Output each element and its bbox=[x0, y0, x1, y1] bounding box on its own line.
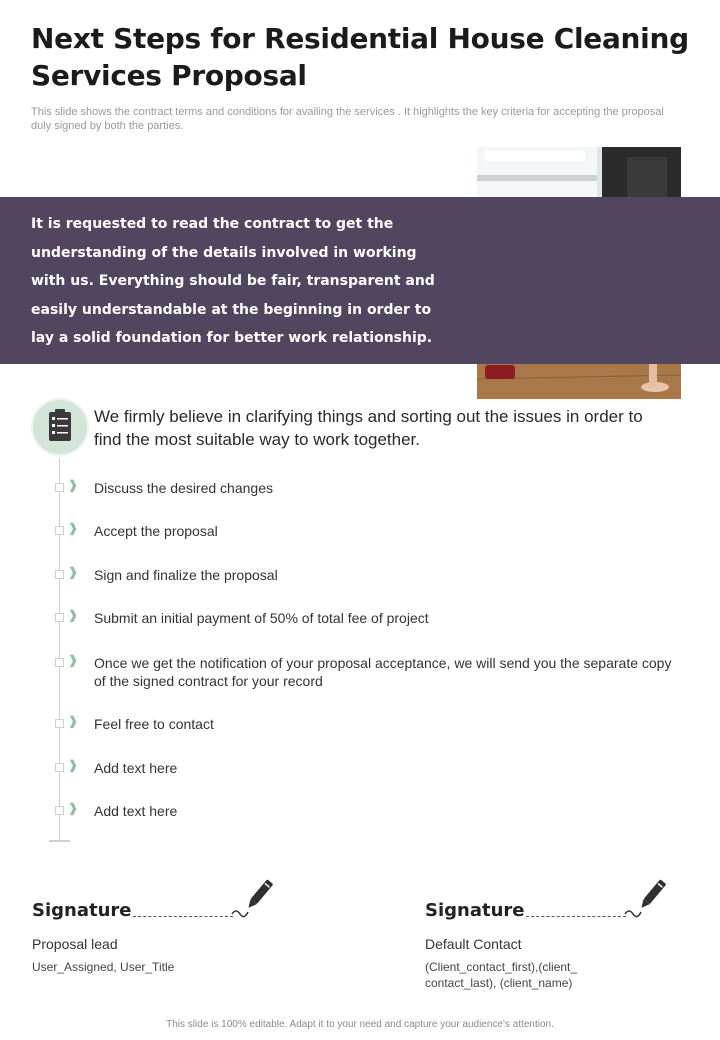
timeline-line bbox=[59, 458, 60, 840]
signature-heading: Signature bbox=[425, 900, 525, 921]
timeline-node bbox=[55, 763, 64, 772]
timeline-node bbox=[55, 570, 64, 579]
step-text: Discuss the desired changes bbox=[94, 480, 273, 496]
timeline-base bbox=[49, 840, 70, 842]
chevron-right-icon: ❱ bbox=[68, 565, 79, 579]
chevron-right-icon: ❱ bbox=[68, 801, 79, 815]
step-text: Submit an initial payment of 50% of total fee of project bbox=[94, 610, 429, 626]
signature-role: Proposal lead bbox=[32, 936, 118, 952]
signature-detail: User_Assigned, User_Title bbox=[32, 960, 175, 974]
step-text: Feel free to contact bbox=[94, 716, 214, 732]
step-text: Sign and finalize the proposal bbox=[94, 567, 278, 583]
timeline-node bbox=[55, 658, 64, 667]
chevron-right-icon: ❱ bbox=[68, 714, 79, 728]
step-text: Add text here bbox=[94, 760, 178, 776]
page-subtitle: This slide shows the contract terms and conditions for availing the services . It highlights the key criteria for accepting the proposal duly signed by both the parties. bbox=[31, 106, 664, 132]
chevron-right-icon: ❱ bbox=[68, 521, 79, 535]
pen-icon bbox=[230, 876, 276, 920]
step-text: Once we get the notification of your proposal acceptance, we will send you the separate copy of the signed contract for your record bbox=[94, 655, 672, 689]
clipboard-icon bbox=[31, 398, 89, 456]
pen-icon bbox=[623, 876, 669, 920]
signature-detail: (Client_contact_first),(client_ contact_last), (client_name) bbox=[425, 960, 578, 990]
chevron-right-icon: ❱ bbox=[68, 758, 79, 772]
timeline-node bbox=[55, 613, 64, 622]
step-text: Add text here bbox=[94, 803, 178, 819]
chevron-right-icon: ❱ bbox=[68, 653, 79, 667]
signature-line bbox=[133, 916, 233, 917]
timeline-node bbox=[55, 719, 64, 728]
chevron-right-icon: ❱ bbox=[68, 608, 79, 622]
page-title: Next Steps for Residential House Cleaning Services Proposal bbox=[31, 22, 689, 92]
step-text: Accept the proposal bbox=[94, 523, 218, 539]
signature-heading: Signature bbox=[32, 900, 132, 921]
signature-role: Default Contact bbox=[425, 936, 522, 952]
banner-text: It is requested to read the contract to get the understanding of the details involved in working with us. Everything should be fair, transparent and easily understandable at the beginning in order to lay a solid foundation for better work relationship. bbox=[31, 216, 435, 346]
timeline-node bbox=[55, 806, 64, 815]
signature-line bbox=[526, 916, 626, 917]
timeline-node bbox=[55, 483, 64, 492]
footer-note: This slide is 100% editable. Adapt it to your need and capture your audience's attention. bbox=[166, 1019, 554, 1030]
chevron-right-icon: ❱ bbox=[68, 478, 79, 492]
timeline-node bbox=[55, 526, 64, 535]
intro-text: We firmly believe in clarifying things and sorting out the issues in order to find the most suitable way to work together. bbox=[94, 407, 643, 449]
